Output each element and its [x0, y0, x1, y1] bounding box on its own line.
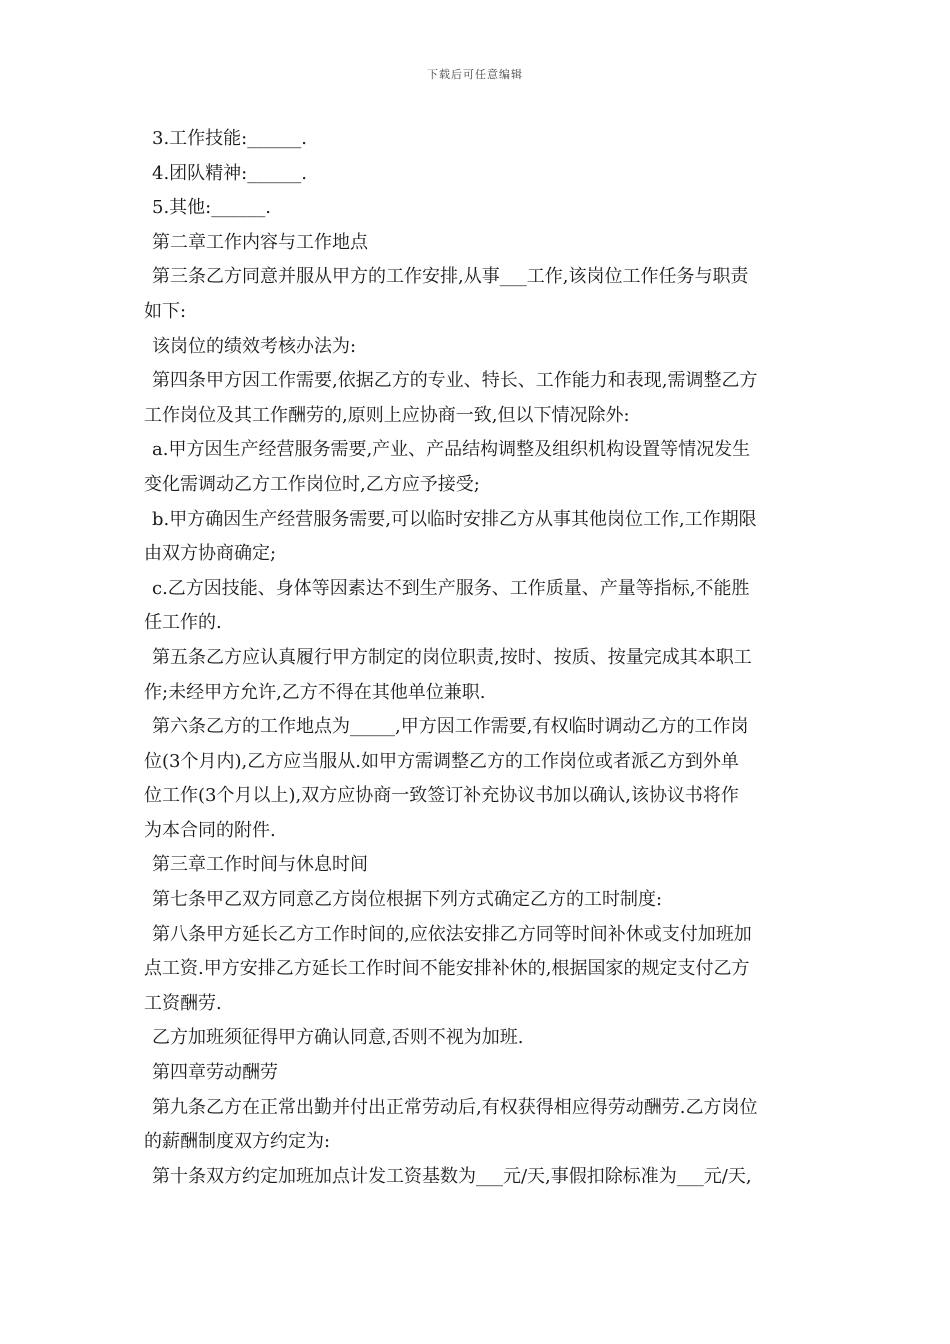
text-line: 第五条乙方应认真履行甲方制定的岗位职责,按时、按质、按量完成其本职工 [152, 646, 752, 668]
text-line: 如下: [144, 300, 187, 322]
text-line: 作;未经甲方允许,乙方不得在其他单位兼职. [144, 681, 486, 703]
text-line: 第八条甲方延长乙方工作时间的,应依法安排乙方同等时间补休或支付加班加 [152, 923, 752, 945]
text-line: a.甲方因生产经营服务需要,产业、产品结构调整及组织机构设置等情况发生 [152, 439, 751, 461]
text-line: c.乙方因技能、身体等因素达不到生产服务、工作质量、产量等指标,不能胜 [152, 577, 750, 599]
document-body [144, 122, 809, 1194]
text-line: 该岗位的绩效考核办法为: [152, 335, 357, 357]
text-line: 第九条乙方在正常出勤并付出正常劳动后,有权获得相应得劳动酬劳.乙方岗位 [152, 1096, 758, 1118]
text-line: 为本合同的附件. [144, 819, 276, 841]
text-line: 点工资.甲方安排乙方延长工作时间不能安排补休的,根据国家的规定支付乙方 [144, 958, 750, 980]
text-line: 位工作(3个月以上),双方应协商一致签订补充协议书加以确认,该协议书将作 [144, 785, 739, 807]
text-line: 3.工作技能:______. [152, 128, 307, 149]
text-line: 第三章工作时间与休息时间 [152, 854, 368, 876]
text-line: 第四章劳动酬劳 [152, 1062, 278, 1084]
text-line: 4.团队精神:______. [152, 162, 307, 184]
text-line: 的薪酬制度双方约定为: [144, 1131, 331, 1153]
text-line: 第七条甲乙双方同意乙方岗位根据下列方式确定乙方的工时制度: [152, 889, 663, 911]
text-line: 工资酬劳. [144, 992, 222, 1014]
text-line: 第二章工作内容与工作地点 [152, 231, 368, 253]
text-line: 第六条乙方的工作地点为_____,甲方因工作需要,有权临时调动乙方的工作岗 [152, 716, 749, 738]
text-line: 5.其他:______. [152, 197, 271, 219]
text-line: 第十条双方约定加班加点计发工资基数为___元/天,事假扣除标准为___元/天, [152, 1165, 752, 1187]
text-line: 第四条甲方因工作需要,依据乙方的专业、特长、工作能力和表现,需调整乙方 [152, 370, 758, 392]
text-line: 位(3个月内),乙方应当服从.如甲方需调整乙方的工作岗位或者派乙方到外单 [144, 750, 739, 772]
text-line: 任工作的. [144, 612, 222, 634]
header-note: 下载后可任意编辑 [427, 68, 523, 81]
text-line: 变化需调动乙方工作岗位时,乙方应予接受; [144, 473, 480, 495]
text-line: 由双方协商确定; [144, 543, 277, 565]
text-line: b.甲方确因生产经营服务需要,可以临时安排乙方从事其他岗位工作,工作期限 [152, 508, 757, 530]
text-line: 第三条乙方同意并服从甲方的工作安排,从事___工作,该岗位工作任务与职责 [152, 266, 749, 288]
text-line: 工作岗位及其工作酬劳的,原则上应协商一致,但以下情况除外: [144, 404, 630, 426]
text-line: 乙方加班须征得甲方确认同意,否则不视为加班. [152, 1027, 524, 1049]
